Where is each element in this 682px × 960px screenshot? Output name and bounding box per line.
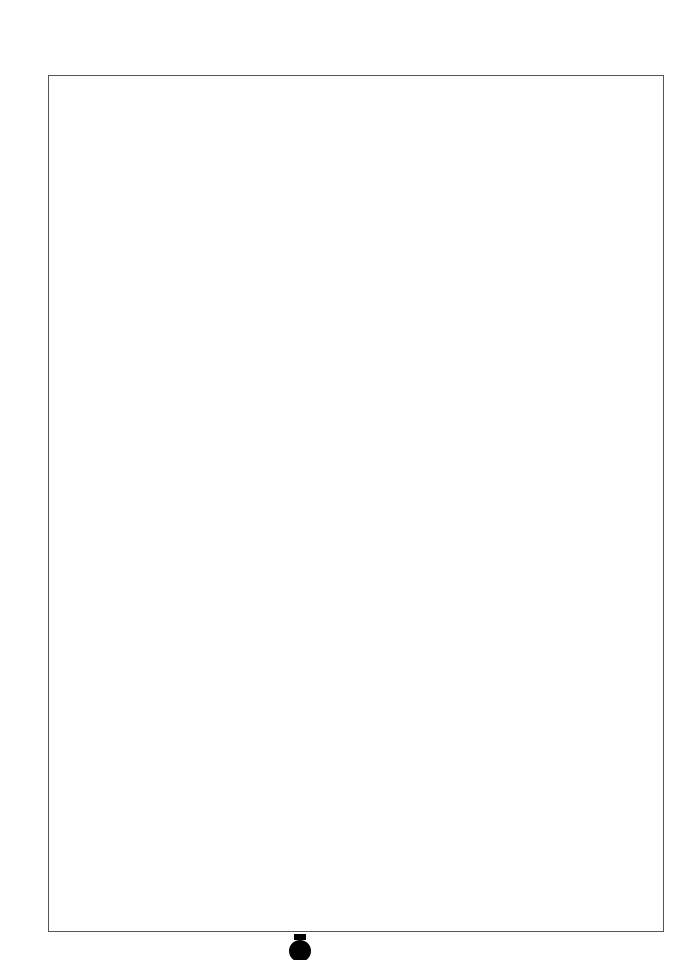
- questions-frame: [48, 75, 664, 932]
- page-number-badge: [283, 934, 317, 960]
- worksheet-page: [8, 8, 674, 942]
